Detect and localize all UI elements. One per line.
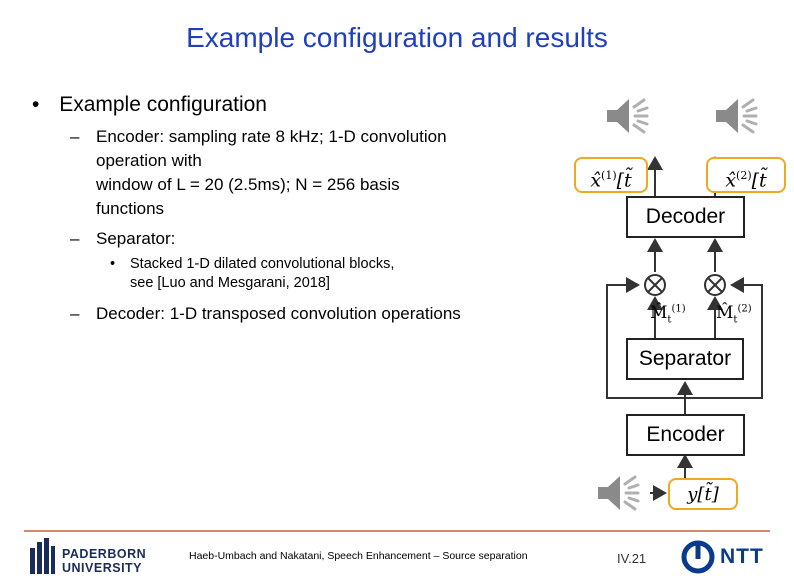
sub-bullet-dot: • xyxy=(110,256,116,272)
speaker-icon xyxy=(594,471,650,515)
mask-1-label xyxy=(650,303,686,325)
speaker-icon xyxy=(712,94,768,138)
input-label: y[t̃] xyxy=(668,478,738,510)
bullet-dash-encoder: – xyxy=(70,127,80,146)
bullet-dot: • xyxy=(32,93,40,116)
output-1-label xyxy=(574,157,648,193)
separator-sub-line-2: see [Luo and Mesgarani, 2018] xyxy=(130,275,330,291)
decoder-label: Decoder xyxy=(645,205,726,228)
mask2-sup: (2) xyxy=(737,303,752,315)
ntt-logo-icon xyxy=(680,540,716,574)
bullet-separator: Separator: xyxy=(96,229,176,248)
decoder-box xyxy=(626,196,745,238)
mask1-sub: t xyxy=(667,314,672,326)
bullet-dash-decoder: – xyxy=(70,304,80,323)
separator-box xyxy=(626,338,744,380)
encoder-line-1: Encoder: sampling rate 8 kHz; 1-D convolution xyxy=(96,127,447,146)
out1-arg: [t̃ xyxy=(616,169,632,192)
mask2-base: M̂ xyxy=(716,303,734,323)
university-line-2: UNIVERSITY xyxy=(62,561,143,575)
out2-base: x̂ xyxy=(725,169,737,192)
bullet-decoder: Decoder: 1-D transposed convolution operations xyxy=(96,304,461,323)
page-number: IV.21 xyxy=(617,551,647,566)
mask-2-label xyxy=(716,303,752,325)
out2-arg: [t̃ xyxy=(751,169,767,192)
slide-title: Example configuration and results xyxy=(186,22,608,53)
mask2-sub: t xyxy=(733,314,738,326)
mask1-base: M̂ xyxy=(650,303,668,323)
out1-sup: (1) xyxy=(601,169,617,182)
encoder-line-2: operation with xyxy=(96,151,202,170)
out2-sup: (2) xyxy=(736,169,752,182)
bullet-dash-separator: – xyxy=(70,229,80,248)
separator-sub-line-1: Stacked 1-D dilated convolutional blocks, xyxy=(130,256,395,272)
university-name xyxy=(62,547,146,575)
encoder-label: Encoder xyxy=(646,423,725,446)
output-2-label xyxy=(706,157,786,193)
footer-citation: Haeb-Umbach and Nakatani, Speech Enhancement – Source separation xyxy=(189,550,528,562)
ntt-logo-text: NTT xyxy=(720,545,764,568)
out1-base: x̂ xyxy=(590,169,602,192)
encoder-line-4: functions xyxy=(96,199,165,218)
university-logo-icon xyxy=(28,538,56,576)
encoder-line-3: window of L = 20 (2.5ms); N = 256 basis xyxy=(96,175,400,194)
speaker-icon xyxy=(603,94,659,138)
separator-label: Separator xyxy=(638,347,732,370)
university-line-1: PADERBORN xyxy=(62,547,147,561)
encoder-box xyxy=(626,414,745,456)
bullet-main-text: Example configuration xyxy=(59,93,267,116)
mask1-sup: (1) xyxy=(671,303,686,315)
